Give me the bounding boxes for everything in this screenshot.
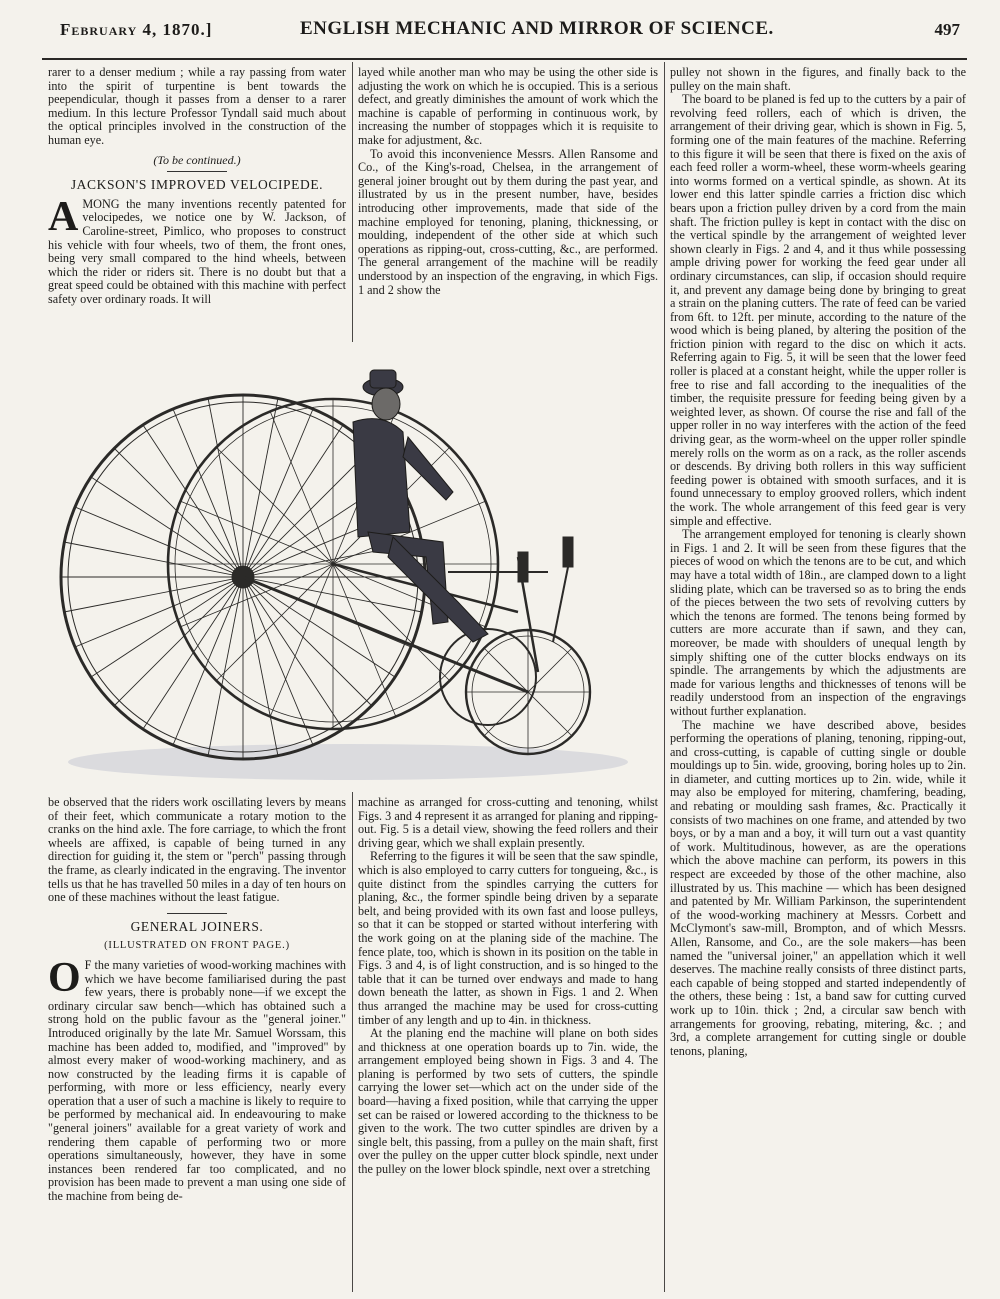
column-rule <box>352 792 353 1292</box>
article-heading: JACKSON'S IMPROVED VELOCIPEDE. <box>70 177 324 193</box>
masthead <box>60 16 960 50</box>
article-text: MONG the many inventions recently patented for velocipedes, we notice one by W. Jackson, of Caroline-street, Pimlico, who proposes to construct his vehicle with four wheels, two of them, the front ones, being very small compared to the hind wheels, between which the rider or riders sit. There is no doubt but that a great speed could be obtained with this machine with perfect safety over ordinary roads. It will <box>48 196 346 306</box>
publication-title: ENGLISH MECHANIC AND MIRROR OF SCIENCE. <box>300 18 774 39</box>
article-subheading: (ILLUSTRATED ON FRONT PAGE.) <box>104 940 290 952</box>
article-paragraph: rarer to a denser medium ; while a ray passing from water into the spirit of turpentine is bent towards the peependicular, though it passes from a denser to a rarer medium. In this lecture Professor Tyndall said much about the optical principles involved in the construction of the human eye. <box>48 66 346 147</box>
article-paragraph: layed while another man who may be using the other side is adjusting the work on which he is occupied. This is a serious defect, and greatly diminishes the amount of work which the machine is capable of performing in continuous work, by increasing the number of stoppages which it is requisite to make for adjustment, &c. <box>358 66 658 147</box>
article-paragraph: The arrangement employed for tenoning is clearly shown in Figs. 1 and 2. It will be seen from these figures that the pieces of wood on which the tenons are to be cut, and which may have a total width of 18in., are clamped down to a light sliding plate, which can be traversed so as to bring the ends of the pieces between the two sets of revolving cutters by which the tenons are formed. The tenons being formed by cutters are more accurate than if sawn, and they can, moreover, be made with shoulders of unequal length by simply shifting one of the cutter blocks endways on its spindle. The arrangements by which the adjustments are made for various lengths and thicknesses of tenons will be readily understood from an inspection of the engravings without further explanation. <box>670 527 966 718</box>
article-paragraph: machine as arranged for cross-cutting and tenoning, whilst Figs. 3 and 4 represent it as arranged for planing and ripping-out. Fig. 5 is a detail view, showing the feed rollers and their driving gear, which we shall explain presently. <box>358 796 658 850</box>
article-paragraph: The machine we have described above, besides performing the operations of planing, tenoning, ripping-out, and cross-cutting, is capable of cutting single or double mouldings up to 5in. wide, grooving, boring holes up to 2in. in diameter, and cutting mortices up to 2in. wide, while it may also be employed for mitering, chamfering, beading, and rebating or moulding sash frames, &c. Practically it consists of two machines on one frame, and attended by two boys, or by a man and a boy, it will turn out a vast quantity of work. Multitudinous, however, as are the operations which the above machine can perform, its powers in this respect are exceeded by those of the other machine, also illustrated by us. This machine — which has been designed and patented by Mr. William Parkinson, the superintendent of the wood-working machinery at Messrs. Corbett and McClymont's saw-mill, Brompton, and of which Messrs. Allen, Ransome, and Co., are the sole makers—has been named the "universal joiner," an appellation which it well deserves. The machine really consists of three distinct parts, each capable of being stopped and started independently of the others, these being : 1st, a band saw for cutting curved work up to 10in. thick ; 2nd, a circular saw bench with arrangements for grooving, rebating, mitering, &c. ; and 3rd, a complete arrangement for cutting single or double tenons, planing, <box>670 717 966 1058</box>
section-divider <box>167 913 227 914</box>
article-paragraph <box>48 193 346 307</box>
article-heading: GENERAL JOINERS. <box>130 918 264 934</box>
issue-date: February 4, 1870.] <box>60 20 213 39</box>
column-2-bottom <box>358 796 658 1292</box>
column-rule <box>352 62 353 342</box>
continued-note: (To be continued.) <box>153 152 241 167</box>
velocipede-illustration <box>48 342 668 790</box>
article-text: F the many varieties of wood-working machines with which we have become familiarised during the past few years, there is probably none—if we except the ordinary circular saw bench—which has obtained such a strong hold on the public favour as the "general joiner." Introduced originally by the late Mr. Samuel Worssam, this machine has been added to, modified, and "improved" by almost every maker of wood-working machinery, and as now constructed by the leading firms it is capable of performing, with more or less efficiency, nearly every operation that a user of such a machine is likely to require to be performed by mechanical aid. In endeavouring to make "general joiners" available for a great variety of work and rendering them capable of performing two or more operations simultaneously, however, they have in some instances been rendered far too complicated, and no provision has been made to prevent a man using one side of the machine from being de- <box>48 957 346 1204</box>
column-3 <box>670 66 966 1292</box>
article-paragraph <box>48 954 346 1204</box>
column-2-top <box>358 66 658 342</box>
drop-cap: O <box>48 954 81 1001</box>
velocipede-engraving <box>48 342 668 790</box>
column-1-bottom <box>48 796 346 1292</box>
article-paragraph: The board to be planed is fed up to the cutters by a pair of revolving feed rollers, each of which is driven, the arrangement of their driving gear, which is shown in Fig. 5, forming one of the main features of the machine. Referring to this figure it will be seen that there is fixed on the axis of each feed roller a worm-wheel, these worm-wheels gearing into worms formed on a vertical spindle, as shown. At its lower end this latter spindle carries a friction disc which bears upon a friction pulley driven by a cord from the main shaft. The friction pulley is kept in contact with the disc on the vertical spindle by the arrangement of weighted lever shown clearly in Figs. 2 and 4, and it thus while possessing ample driving power for working the feed gear under all ordinary circumstances, can slip, if occasion should require it, and prevent any damage being done by bringing to great a strain on the planing cutters. The rate of feed can be varied from 6ft. to 12ft. per minute, according to the nature of the wood which is being planed, by altering the position of the friction pinion with regard to the disc on which it acts. Referring again to Fig. 5, it will be seen that the lower feed roller is placed at a constant height, while the upper roller is free to rise and fall according to the inequalities of the timber, the requisite pressure for feeding being given by a weighted lever, as shown. Of course the rise and fall of the upper roller in no way interferes with the action of the feed driving gear, as the worm-wheel on the upper roller spindle merely rolls on the worm as on a rack, as the roller ascends or descends. By driving both rollers in this way sufficient feeding power is obtained with smooth surfaces, and it is found unnecessary to employ grooved rollers, which indent the work. The whole arrangement of this feed gear is very simple and effective. <box>670 92 966 528</box>
article-paragraph: To avoid this inconvenience Messrs. Allen Ransome and Co., of the King's-road, Chelsea, in the arrangement of general joiner brought out by them during the past year, and illustrated by us in the present number, have, besides introducing other improvements, made that side of the machine employed for tenoning, planing, thicknessing, or moulding, independent of the other side at which such operations as ripping-out, cross-cutting, &c., are performed. The general arrangement of the machine will be readily understood by an inspection of the engraving, in which Figs. 1 and 2 show the <box>358 146 658 297</box>
masthead-rule <box>42 58 967 60</box>
page-number: 497 <box>934 20 960 39</box>
article-paragraph: Referring to the figures it will be seen that the saw spindle, which is also employed to carry cutters for tongueing, &c., is quite distinct from the spindles carrying the cutters for planing, &c., the former spindle being driven by a separate belt, and being provided with its own fast and loose pulleys, so that it can be stopped or started without interfering with the work going on at the planing side of the machine. The fence plate, too, which is shown in its position on the table in Figs. 3 and 4, is of light construction, and is so hinged to the table that it can be turned over endways and made to hang down beneath the latter, as shown in Figs. 1 and 2. When thus arranged the machine may be used for cross-cutting timber of any length and up to 4in. in thickness. <box>358 849 658 1027</box>
article-paragraph: At the planing end the machine will plane on both sides and thickness at one operation boards up to 7in. wide, the arrangement employed being shown in Figs. 3 and 4. The planing is performed by two sets of cutters, the spindle carrying the lower set—which act on the under side of the board—having a fixed position, while that carrying the upper set can be raised or lowered according to the thickness to be given to the work. The two cutter spindles are driven by a single belt, this passing, from a pulley on the main shaft, first over the pulley on the upper cutter block spindle, next under the pulley on the lower block spindle, next over a stretching <box>358 1026 658 1177</box>
column-1-top <box>48 66 346 342</box>
article-paragraph: be observed that the riders work oscillating levers by means of their feet, which communicate a rotary motion to the cranks on the hind axle. The fore carriage, to which the front wheels are affixed, is capable of being turned in any direction for guiding it, the stem or "perch" passing through the frame, as clearly indicated in the engraving. The inventor tells us that he has travelled 50 miles in a day of ten hours on one of these machines without the least fatigue. <box>48 796 346 905</box>
article-paragraph: pulley not shown in the figures, and finally back to the pulley on the main shaft. <box>670 66 966 93</box>
drop-cap: A <box>48 193 79 240</box>
section-divider <box>167 171 227 172</box>
